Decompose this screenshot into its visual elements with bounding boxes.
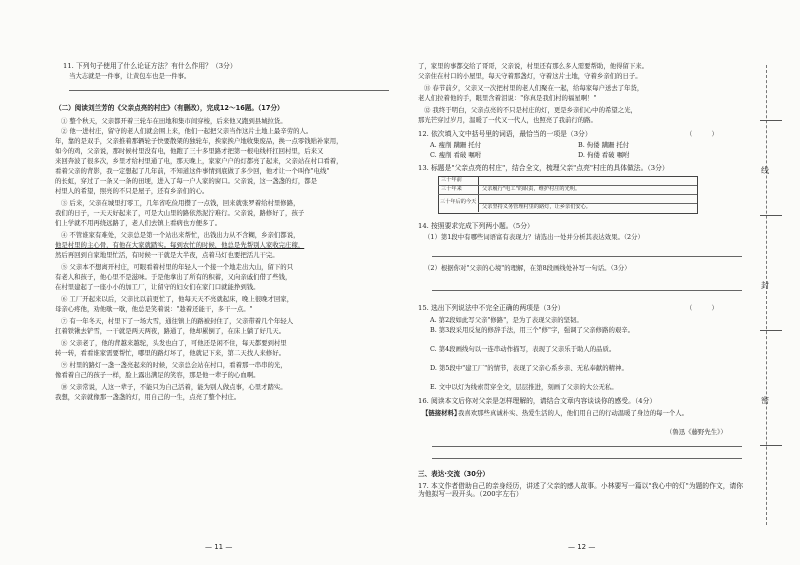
passage-line: 的长虹，穿过了一条又一条的田埂，进入了每一户人家的窗口。父亲说，这一盏盏的灯，都是	[55, 177, 318, 185]
option-d: D. 第5段中"建工厂"的情节，表现了父亲心系乡亲、无私奉献的精神。	[430, 364, 628, 372]
table-cell: 三十年来	[441, 186, 462, 192]
passage-paragraph: ⑨ 村里的路灯一盏一盏亮起来的时候，父亲总会站在村口，看着那一串串的光，	[61, 361, 287, 369]
section-2-heading: （二）阅读刘兰芳的《父亲点亮的村庄》（有删改），完成12～16题。（17分）	[55, 104, 284, 112]
table-cell: 父亲坚持义务管理村里的路灯，让乡亲们安心。	[482, 204, 591, 210]
passage-paragraph: ⑥ 工厂开起来以后，父亲比以前更忙了，他每天天不亮就起床，晚上很晚才回家，	[61, 295, 294, 303]
passage-paragraph: ② 他一进村庄，留守的老人们就会围上来，他们一起把父亲当作这片土地上最辛劳的人。	[61, 127, 313, 135]
answer-line	[432, 256, 742, 257]
page-number-right: — 12 —	[568, 543, 596, 551]
answer-bracket: （ ）	[686, 304, 718, 312]
option-b: B. 第3段采用反复的修辞手法，用三个"修"字，强调了父亲修路的艰辛。	[430, 326, 635, 334]
option-c: C. 瘦削 看破 嘱咐	[430, 151, 482, 159]
option-e: E. 文中以灯为线索贯穿全文，层层推进，刻画了父亲的大公无私。	[430, 383, 618, 391]
question-14: 14. 按照要求完成下列两小题。（5分）	[418, 222, 534, 230]
binding-margin	[752, 65, 790, 525]
option-b: B. 佝偻 蹒跚 托付	[578, 141, 630, 149]
option-c: C. 第4段画线句以一连串动作描写，表现了父亲乐于助人的品质。	[430, 345, 616, 353]
passage-paragraph: ⑤ 父亲本不想离开村庄，可眼看着村里的年轻人一个接一个地走出大山，留下的只	[61, 263, 294, 271]
question-12: 12. 依次填入文中括号里的词语，最恰当的一项是（3分）	[418, 130, 592, 138]
passage-line: 我想，父亲就像那一盏盏的灯，用自己的一生，点亮了整个村庄。	[55, 393, 241, 401]
answer-line	[69, 90, 389, 91]
table-cell: 三十年后的今天	[440, 199, 477, 205]
margin-line	[760, 215, 782, 216]
passage-line-underlined: 他是村里的主心骨，有他在大家就踏实。每到农忙的时候，他总是先帮别人家收完庄稼，	[55, 241, 305, 249]
passage-line: 然后再回到自家地里忙活，有时候一干就是大半夜，点着马灯也要把活儿干完。	[55, 251, 279, 259]
passage-line: 扛着铁锹去铲雪，一干就是两天两夜，路通了，他却累倒了，在床上躺了好几天。	[55, 327, 286, 335]
margin-char-feng: 封	[761, 281, 769, 290]
question-15: 15. 选出下列说法中不完全正确的两项是（3分）	[418, 304, 565, 312]
question-11: 11. 下列句子使用了什么论证方法？有什么作用？（3分）	[63, 62, 237, 70]
margin-char-xian: 线	[761, 166, 769, 175]
passage-line: 我们的日子，一天天好起来了，可是大山里的路依然泥泞难行。父亲说，路修好了，孩子	[55, 209, 305, 217]
question-14-2: （2）根据你对"父亲的心境"的理解，在第8段画线处补写一句话。（3分）	[424, 264, 631, 272]
passage-paragraph: ③ 后来，父亲在城里打零工，几年省吃俭用攒了一点钱，回来就张罗着给村里修路，	[61, 199, 300, 207]
passage-paragraph: ⑩ 父亲常说，人这一辈子，不能只为自己活着，能为别人做点事，心里才踏实。	[61, 383, 287, 391]
answer-line	[432, 446, 742, 447]
option-d: D. 佝偻 看破 嘱咐	[578, 151, 630, 159]
link-material-text: 我喜欢那些真诚朴实、热爱生活的人，他们用自己的行动温暖了身边的每一个人。	[458, 409, 689, 417]
passage-line: 转一转，看看谁家需要帮忙，哪里的路灯坏了，他就记下来，第二天找人来修好。	[55, 349, 286, 357]
question-14-1: （1）第1段中有哪些词语富有表现力？请选出一处并分析其表达效果。（2分）	[424, 233, 644, 241]
section-3-heading: 三、表达·交流（30分）	[418, 470, 490, 478]
margin-line	[760, 330, 782, 331]
right-page	[418, 0, 748, 565]
passage-line: 了，家里的事都交给了哥哥，父亲说，村里还有那么多人需要帮助，他得留下来。	[418, 62, 649, 70]
table-cell: 父亲履行"电工"的职责，维护村庄的光明。	[482, 186, 581, 192]
answer-line	[432, 290, 742, 291]
margin-line	[760, 445, 782, 446]
question-11-quote: 当大志就是一件事，让黄包车也是一件事。	[69, 72, 191, 80]
link-material-title: 【链接材料】	[422, 409, 461, 417]
page-number-left: — 11 —	[205, 543, 233, 551]
passage-line: 村里人的希望，照亮的不只是屋子，还有乡亲们的心。	[55, 187, 209, 195]
option-a: A. 第2段如此写父亲"修路"，是为了表现父亲的坚韧。	[430, 316, 583, 324]
passage-paragraph: ⑧ 父亲老了，他的背越来越驼，头发也白了，可他还是闲不住，每天都要到村里	[61, 339, 287, 347]
option-a: A. 瘦削 蹒跚 托付	[430, 141, 482, 149]
passage-line: 年，靠的是双手，父亲推着那辆轮子快要散架的独轮车，挨家挨户地收集废品，换一点零钱贴补家用，	[55, 137, 343, 145]
passage-paragraph: ④ 不管谁家有难处，父亲总是第一个站出来帮忙，出钱出力从不含糊，乡亲们都说，	[61, 231, 300, 239]
cut-line	[766, 65, 767, 525]
passage-line: 在村里建起了一座小小的加工厂，让留守的妇女们在家门口就能挣到钱。	[55, 283, 260, 291]
passage-paragraph: ⑪ 春节前夕，父亲又一次把村里的老人们聚在一起，给每家每户送去了年货，	[424, 84, 644, 92]
question-13: 13. 标题是"父亲点亮的村庄"，结合全文，梳理父亲"点亮"村庄的具体做法。（3分）	[418, 164, 669, 172]
answer-line	[432, 458, 742, 459]
passage-line: 来回奔波了很多次，乡里才给村里通了电，那天晚上，家家户户的灯都亮了起来，父亲站在村口看着，	[55, 157, 343, 165]
passage-line: 母亲心疼他，劝他歇一歇，他总是笑着说："趁着还能干，多干一点。"	[55, 305, 253, 313]
table-cell: 三十年前	[441, 177, 462, 183]
question-16: 16. 阅读本文后你对父亲是怎样理解的，请结合文章内容谈谈你的感受。（4分）	[418, 397, 657, 405]
table-row-divider	[438, 194, 697, 195]
passage-line: 父亲住在村口的小屋里，每天守着那盏灯，守着这片土地，守着乡亲们的日子。	[418, 72, 642, 80]
passage-line: 如今的鸡，父亲说，那时候村里没有电，他跑了三十多里路才把第一根电线杆扛回村里，后来又	[55, 147, 324, 155]
passage-paragraph: ⑫ 我终于明白，父亲点亮的不只是村庄的灯，更是乡亲们心中的希望之光，	[424, 106, 637, 114]
passage-line: 那光芒穿过岁月，温暖了一代又一代人，也照亮了我前行的路。	[418, 116, 597, 124]
passage-paragraph: ① 整个秋天，父亲都开着三轮车在田地和集市间穿梭，后来他又跑到县城拉货。	[61, 117, 287, 125]
link-material-source: （鲁迅《藤野先生》）	[666, 428, 727, 436]
passage-paragraph: ⑦ 有一年冬天，村里下了一场大雪，通往镇上的路被封住了，父亲带着几个年轻人	[61, 317, 294, 325]
margin-line	[760, 120, 782, 121]
passage-line: 看着父亲的背影，我一定想起了几年前，不知道这件事情到底做了多少回，他才让一个叫作"电线"	[55, 167, 330, 175]
left-page	[55, 0, 400, 565]
question-17: 17. 本文作者借助自己的亲身经历，讲述了父亲的感人故事。小林要写一篇以"我心中的灯"为题的作文，请你为他拟写一段开头。（200字左右）	[418, 482, 744, 498]
passage-line: 老人们拉着他的手，眼里含着泪说："你真是我们村的福星啊！"	[418, 94, 597, 102]
passage-line: 有老人和孩子，他心里不是滋味。于是他拿出了所有的积蓄，又向亲戚们借了些钱，	[55, 273, 292, 281]
passage-line: 像看着自己的孩子一样，脸上露出满足的笑容，那是他一辈子的心血啊。	[55, 371, 260, 379]
passage-line: 们上学就不用再绕远路了，老人们去镇上看病也方便多了。	[55, 219, 222, 227]
margin-char-mi: 密	[761, 396, 769, 405]
answer-bracket: （ ）	[686, 130, 718, 138]
